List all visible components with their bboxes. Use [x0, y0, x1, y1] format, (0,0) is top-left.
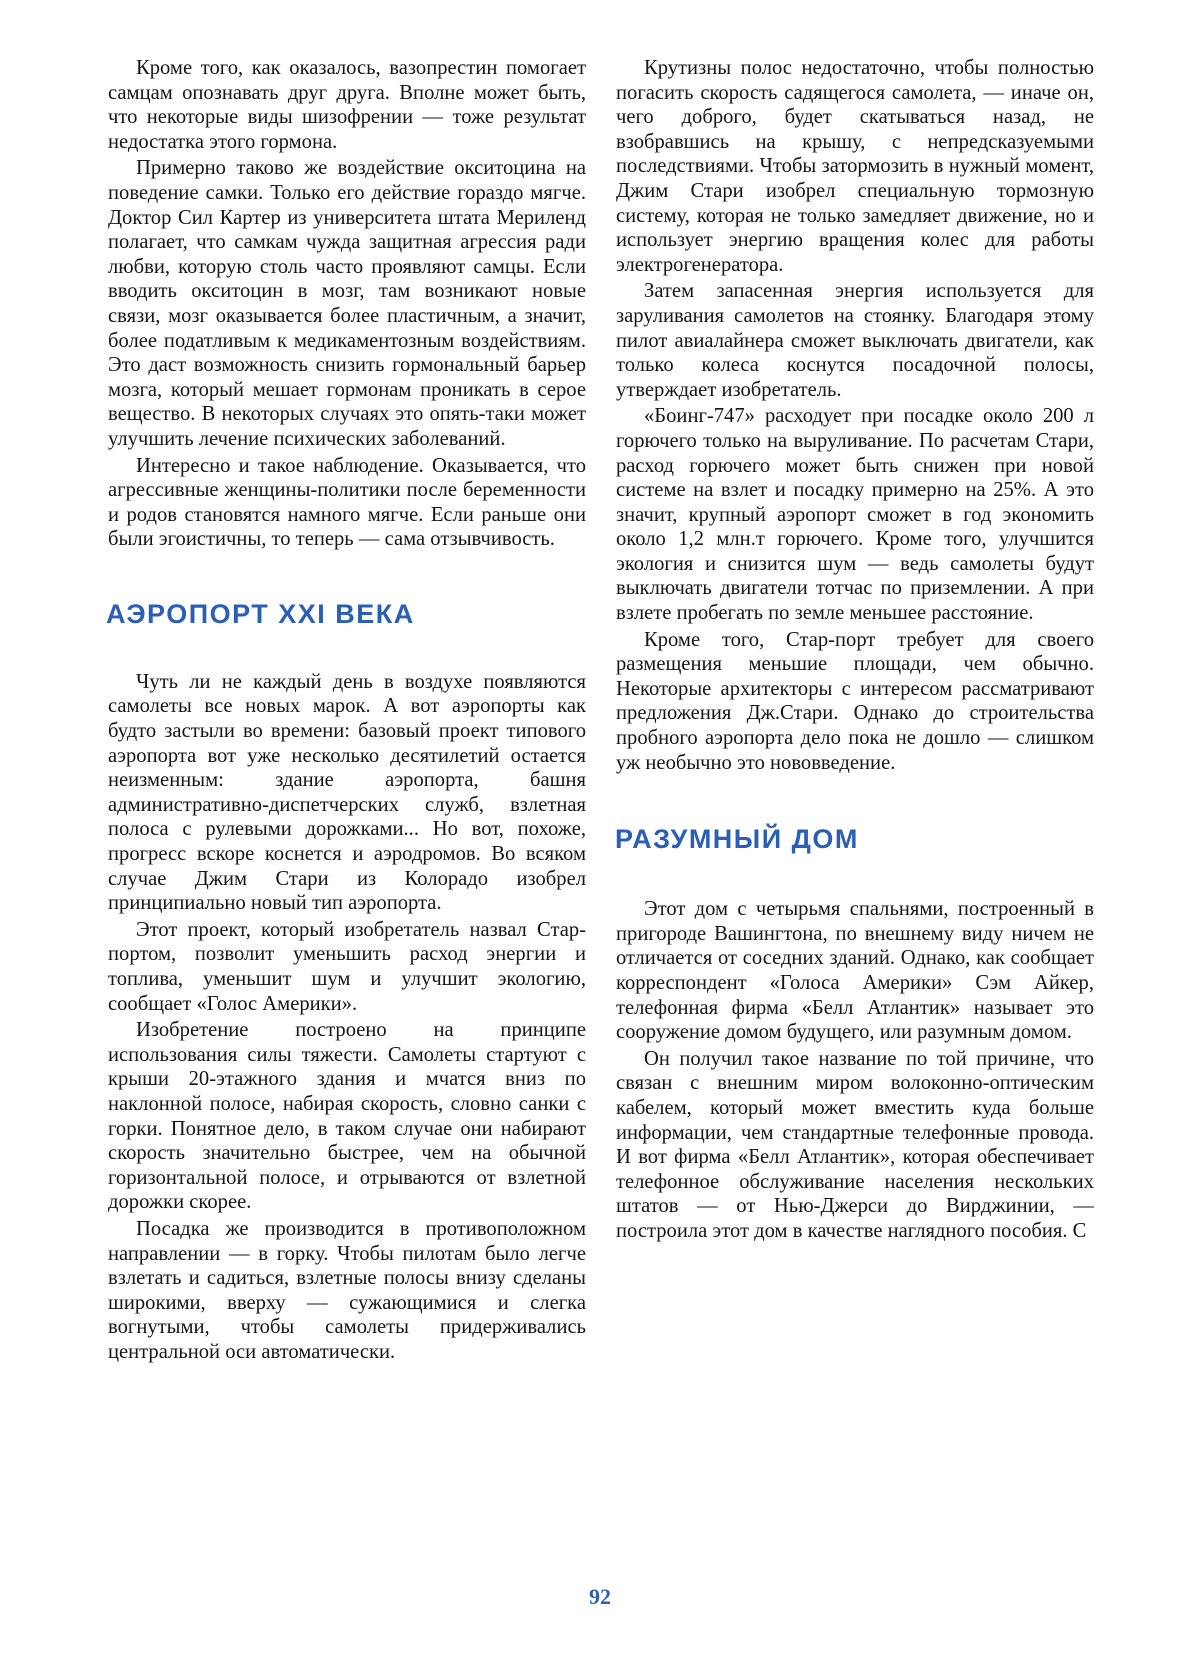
- paragraph: Примерно таково же воздействие окситоцина на поведение самки. Только его действие гораздо мягче. Доктор Сил Картер из университета штата Мериленд полагает, что самкам чужда защитная агрессия ради любви, которую столь часто проявляют самцы. Если вводить окситоцин в мозг, там возникают новые связи, мозг оказывается более пластичным, а значит, более податливым к медикаментозным воздействиям. Это даст возможность снизить гормональный барьер мозга, который мешает гормонам проникать в серое вещество. В некоторых случаях это опять-таки может улучшить лечение психических заболеваний.: [108, 157, 586, 450]
- smart-house-article: [616, 897, 1094, 1243]
- airport-article-continuation: [616, 56, 1094, 775]
- airport-heading: АЭРОПОРТ XXI ВЕКА: [106, 598, 415, 629]
- page-number: 92: [589, 1584, 611, 1609]
- paragraph: Кроме того, как оказалось, вазопрестин помогает самцам опознавать друг друга. Вполне может быть, что некоторые виды шизофрении — тоже результат недостатка этого гормона.: [108, 57, 586, 153]
- right-column: [616, 56, 1094, 1244]
- paragraph: Кроме того, Стар-порт требует для своего размещения меньшие площади, чем обычно. Некоторые архитекторы с интересом рассматривают предложения Дж.Стари. Однако до строительства пробного аэропорта дело пока не дошло — слишком уж необычно это нововведение.: [616, 628, 1094, 774]
- paragraph: Этот дом с четырьмя спальнями, построенный в пригороде Вашингтона, по внешнему виду ничем не отличается от соседних зданий. Однако, как сообщает корреспондент «Голоса Америки» Сэм Айкер, телефонная фирма «Белл Атлантик» называет это сооружение домом будущего, или разумным домом.: [616, 898, 1094, 1044]
- paragraph: Он получил такое название по той причине, что связан с внешним миром волоконно-оптическим кабелем, который может вместить куда больше информации, чем стандартные телефонные провода. И вот фирма «Белл Атлантик», которая обеспечивает телефонное обслуживание населения нескольких штатов — от Нью-Джерси до Вирджинии, — построила этот дом в качестве наглядного пособия. С: [616, 1047, 1094, 1242]
- paragraph: Крутизны полос недостаточно, чтобы полностью погасить скорость садящегося самолета, — иначе он, чего доброго, будет скатываться назад, не взобравшись на крышу, с непредсказуемыми последствиями. Чтобы затормозить в нужный момент, Джим Стари изобрел специальную тормозную систему, которая не только замедляет движение, но и использует энергию вращения колес для работы электрогенератора.: [616, 57, 1094, 276]
- airport-article: [108, 670, 586, 1365]
- paragraph: Интересно и такое наблюдение. Оказывается, что агрессивные женщины-политики после беременности и родов становятся намного мягче. Если раньше они были эгоистичны, то теперь — сама отзывчивость.: [108, 454, 586, 551]
- article-continuation: [108, 56, 586, 552]
- paragraph: «Боинг-747» расходует при посадке около 200 л горючего только на выруливание. По расчетам Стари, расход горючего может быть снижен при новой системе на взлет и посадку примерно на 25%. А это значит, крупный аэропорт сможет в год экономить около 1,2 млн.т горючего. Кроме того, улучшится экология и снизится шум — ведь самолеты будут выключать двигатели тотчас по приземлении. А при взлете пробегать по земле меньшее расстояние.: [616, 405, 1094, 625]
- paragraph: Этот проект, который изобретатель назвал Стар-портом, позволит уменьшить расход энергии и топлива, уменьшит шум и улучшит экологию, сообщает «Голос Америки».: [108, 918, 586, 1015]
- paragraph: Затем запасенная энергия используется для заруливания самолетов на стоянку. Благодаря этому пилот авиалайнера сможет выключать двигатели, как только колеса коснутся посадочной полосы, утверждает изобретатель.: [616, 280, 1094, 401]
- left-column: [108, 56, 586, 1365]
- paragraph: Изобретение построено на принципе использования силы тяжести. Самолеты стартуют с крыши 20-этажного здания и мчатся вниз по наклонной полосе, набирая скорость, словно санки с горки. Понятное дело, в таком случае они набирают скорость значительно быстрее, чем на обычной горизонтальной полосе, и отрываются от взлетной дорожки скорее.: [108, 1019, 586, 1214]
- paragraph: Посадка же производится в противоположном направлении — в горку. Чтобы пилотам было легче взлетать и садиться, взлетные полосы внизу сделаны широкими, вверху — сужающимися и слегка вогнутыми, чтобы самолеты придерживались центральной оси автоматически.: [108, 1217, 586, 1363]
- smart-house-heading: РАЗУМНЫЙ ДОМ: [615, 824, 859, 855]
- paragraph: Чуть ли не каждый день в воздухе появляются самолеты все новых марок. А вот аэропорты как будто застыли во времени: базовый проект типового аэропорта вот уже несколько десятилетий остается неизменным: здание аэропорта, башня административно-диспетчерских служб, взлетная полоса с рулевыми дорожками... Но вот, похоже, прогресс вскоре коснется и аэродромов. Во всяком случае Джим Стари из Колорадо изобрел принципиально новый тип аэропорта.: [108, 670, 586, 915]
